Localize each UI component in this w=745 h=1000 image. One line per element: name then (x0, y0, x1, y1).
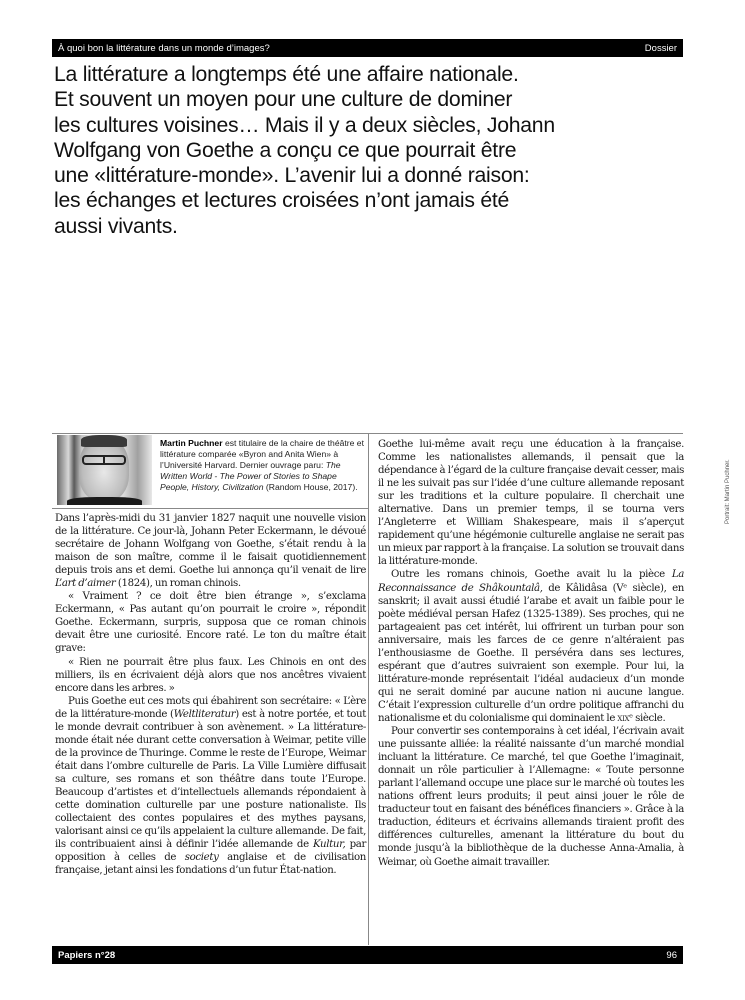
portrait-shirt (67, 497, 142, 505)
paragraph: Goethe lui-même avait reçu une éducation à la française. Comme les nationalistes allemands, il pensait que la dépendance à l’égard de la culture française devait cesser, mais il ne les suivait pas sur l’idée d’une culture allemande reposant sur les traditions et la culture populaire. Il cherchait une alternative. Dans un premier temps, il se tourna vers l’Angleterre et William Shakespeare, mais il s’aperçut rapidement qu’une hégémonie culturelle anglaise ne serait pas un mieux par rapport à la française. La solution se trouvait dans la littérature-monde. (378, 439, 684, 568)
lede-line: une «littérature-monde». L’avenir lui a donné raison: (54, 164, 530, 188)
author-portrait (57, 435, 152, 505)
century: xixᵉ (617, 712, 633, 724)
lede-line: les cultures voisines… Mais il y a deux siècles, Johann (54, 113, 555, 137)
photo-credit-text: Portrait: Martin Puchner. (725, 459, 731, 524)
divider (52, 433, 369, 434)
emphasis: society (184, 852, 219, 864)
book-title: The Written World - The Power of Stories to Shape People, History, Civilization (160, 460, 341, 493)
column-divider (368, 433, 369, 945)
paragraph: « Rien ne pourrait être plus faux. Les Chinois en ont des milliers, ils en écrivaient déjà alors que nos ancêtres vivaient encore dans les arbres. » (55, 656, 366, 694)
lede-line: La littérature a longtemps été une affaire nationale. (54, 63, 519, 86)
article-lede (54, 62, 694, 239)
lede-line: Et souvent un moyen pour une culture de dominer (54, 88, 513, 112)
text: Outre les romans chinois, Goethe avait lu la pièce (391, 569, 672, 581)
lede-line: Wolfgang von Goethe a conçu ce que pourrait être (54, 138, 517, 162)
text: ) est à notre portée, et tout le monde devrait contribuer à son avènement. » La littérature-monde était née durant cette conversation à Weimar, petite ville de la province de Thuringe. Comme le reste de l’Europe, Weimar était dans l’ombre culturelle de Paris. La Ville Lumière diffusait sa culture, ses romans et son théâtre dans toute l’Europe. Beaucoup d’artistes et d’intellectuels allemands répondaient à cette domination culturelle par une posture nationaliste. Ils collectaient des contes populaires et des mythes paysans, valorisant ainsi ce qu’ils appelaient la culture allemande. De fait, ils contribuaient ainsi à définir l’idée allemande de (55, 708, 366, 851)
book-title: L’art d’aimer (55, 578, 116, 590)
text: anglaise et de civilisation française, jetant ainsi les fondations d’un futur État-nation. (55, 852, 366, 877)
text: Dans l’après-midi du 31 janvier 1827 naquit une nouvelle vision de la littérature. Ce jour-là, Johann Peter Eckermann, le dévoué secrétaire de Johann Wolfgang von Goethe, s’était rendu à la maison de son maître, comme il le faisait quotidiennement depuis trois ans et demi. Goethe lui annonça qu’il venait de lire (55, 513, 366, 577)
article-column-right (378, 438, 684, 869)
paragraph (55, 695, 366, 878)
text: par opposition à celles de (55, 839, 366, 864)
text: Puis Goethe eut ces mots qui ébahirent son secrétaire: « L’ère de la littérature-monde ( (55, 695, 366, 720)
divider (52, 508, 369, 509)
section-header-bar (52, 39, 683, 57)
paragraph (55, 512, 366, 590)
portrait-hair (81, 435, 127, 447)
paragraph (378, 568, 684, 725)
author-bio (160, 438, 365, 493)
paragraph: Pour convertir ses contemporains à cet idéal, l’écrivain avait une puissante alliée: la réalité naissante d’un marché mondial incluant la littérature. Ce marché, tel que Goethe l’imaginait, donnait un rôle particulier à l’Allemagne: « Toute personne parlant l’allemand occupe une place sur le marché où toutes les nations offrent leurs produits; il peut ainsi jouer le rôle de traducteur tout en faisant des bénéfices financiers ». Grâce à la traduction, éditeurs et écrivains allemands tiraient profit des différences culturelles, amenant la littérature du bout du monde jusqu’à la bibliothèque de la duchesse Anna-Amalia, à Weimar, où Goethe aimait travailler. (378, 726, 684, 868)
section-label: Dossier (644, 42, 677, 54)
section-title: À quoi bon la littérature dans un monde d’images? (58, 42, 270, 54)
portrait-glasses (82, 455, 126, 465)
author-name: Martin Puchner (160, 438, 223, 448)
emphasis: Weltliteratur (173, 708, 236, 720)
divider (369, 433, 683, 434)
lede-line: aussi vivants. (54, 214, 178, 238)
emphasis: La Reconnaissance de Shâkountalâ, (378, 569, 684, 594)
bio-text: (Random House, 2017). (263, 482, 358, 493)
paragraph: « Vraiment ? ce doit être bien étrange », s’exclama Eckermann, « Pas autant qu’on pourrait le croire », répondit Goethe. Eckermann, surpris, supposa que ce roman chinois devait être une curiosité. Encore raté. Le ton du maître était grave: (55, 591, 366, 655)
bio-text: est titulaire de la chaire de théâtre et littérature comparée «Byron and Anita Wien» à l’Université Harvard. Dernier ouvrage paru: (160, 438, 364, 471)
page-number: 96 (666, 949, 677, 961)
lede-line: les échanges et lectures croisées n’ont jamais été (54, 189, 510, 213)
emphasis: Kultur, (312, 839, 346, 851)
text: de Kâlidâsa (Vᵉ siècle), en sanskrit; il avait aussi étudié l’arabe et avait un faible pour le poète médiéval persan Hafez (1325-1389). Ses proches, qui ne partageaient pas cet intérêt, lui offrirent un turban pour son anniversaire, mais les farces de ce genre n’altéraient pas l’enthousiasme de Goethe. Il persévéra dans ses lectures, espérant que d’autres suivraient son exemple. Pour lui, la littérature-monde représentait l’idéal audacieux d’un monde qui ne serait dominé par aucune nation ni aucune langue. C’était l’expression culturelle d’un ordre politique affranchi du nationalisme et du colonialisme qui dominaient le (378, 582, 684, 724)
magazine-issue: Papiers n°28 (58, 949, 116, 961)
article-column-left (55, 512, 366, 877)
text: (1824), un roman chinois. (115, 578, 241, 590)
text: siècle. (632, 712, 666, 724)
footer-bar (52, 946, 683, 964)
